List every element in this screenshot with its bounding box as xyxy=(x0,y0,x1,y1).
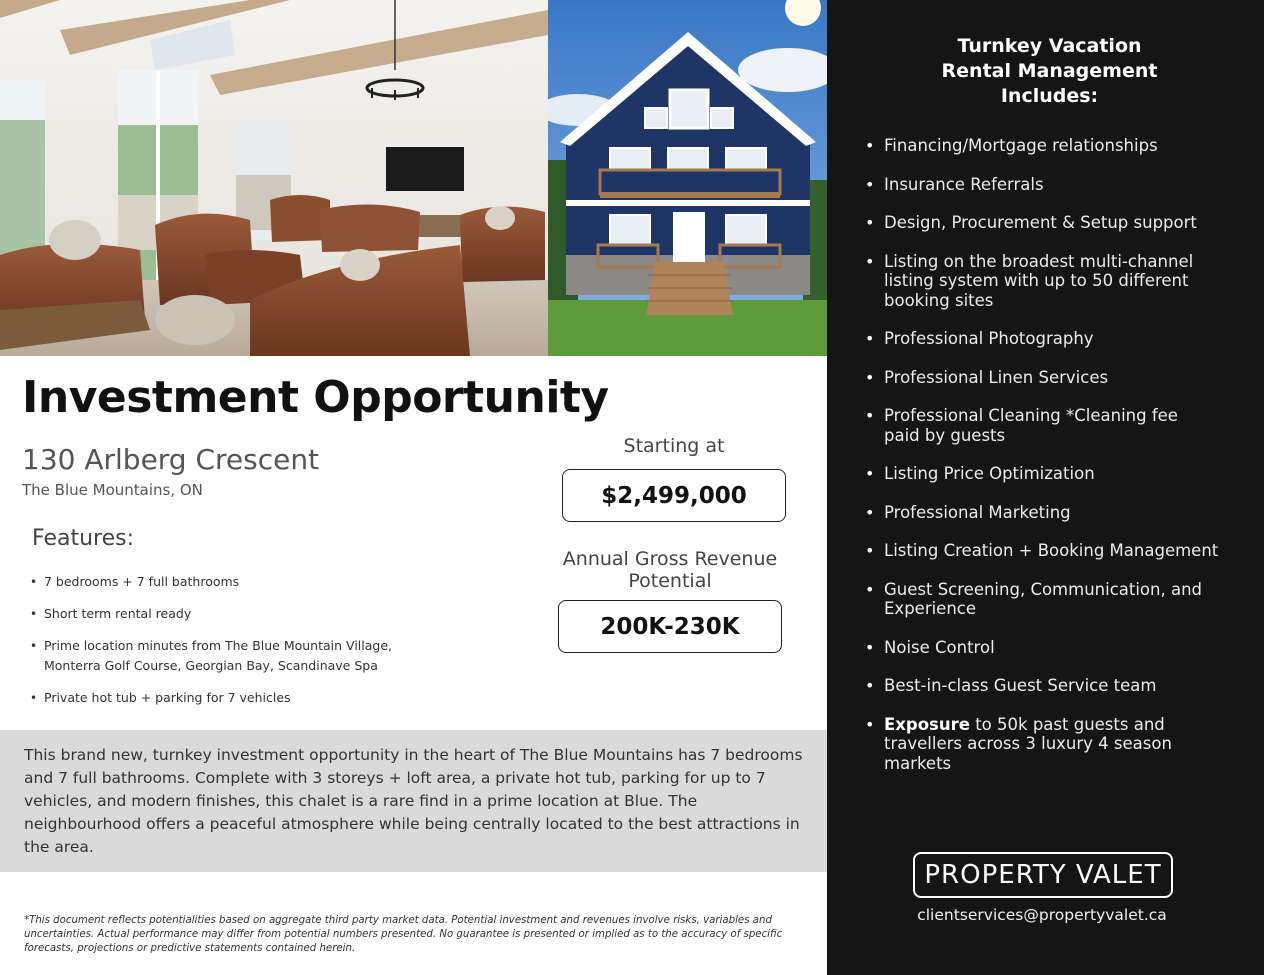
listing-description: This brand new, turnkey investment opportunity in the heart of The Blue Mountains has 7 bedrooms and 7 full bathrooms. Complete with 3 storeys + loft area, a private hot tub, parking for up to 7 vehicles, and modern finishes, this chalet is a rare find in a prime location at Blue. The neighbourhood offers a peaceful atmosphere while being centrally located to the best attractions in the area. xyxy=(0,730,827,872)
house-exterior-photo xyxy=(548,0,827,356)
revenue-box xyxy=(558,600,782,653)
management-panel xyxy=(827,0,1264,975)
feature-item: • Short term rental ready xyxy=(30,604,450,624)
service-item: • Listing Creation + Booking Management xyxy=(865,541,1245,561)
listing-city: The Blue Mountains, ON xyxy=(22,481,203,499)
service-item: • Noise Control xyxy=(865,638,1245,658)
service-item: • Professional Photography xyxy=(865,329,1245,349)
service-item-exposure xyxy=(865,715,1185,774)
features-heading: Features: xyxy=(32,526,135,551)
listing-title: Investment Opportunity xyxy=(22,372,609,423)
price-value: $2,499,000 xyxy=(601,482,747,509)
service-item: • Professional Marketing xyxy=(865,503,1245,523)
revenue-value: 200K-230K xyxy=(600,613,740,640)
service-item: • Financing/Mortgage relationships xyxy=(865,136,1245,156)
feature-item: • Private hot tub + parking for 7 vehicles xyxy=(30,688,450,708)
service-item: • Best-in-class Guest Service team xyxy=(865,676,1245,696)
management-title: Turnkey Vacation Rental Management Includes: xyxy=(941,35,1158,107)
service-item: • Guest Screening, Communication, and Experience xyxy=(865,580,1215,619)
listing-address: 130 Arlberg Crescent xyxy=(22,443,320,476)
property-valet-logo: PROPERTY VALET xyxy=(913,852,1173,898)
service-item: • Listing on the broadest multi-channel listing system with up to 50 different booking sites xyxy=(865,252,1210,311)
features-list xyxy=(30,572,450,720)
service-item: • Professional Cleaning *Cleaning fee paid by guests xyxy=(865,406,1200,445)
service-item: • Professional Linen Services xyxy=(865,368,1245,388)
exposure-bold: Exposure xyxy=(884,714,970,734)
revenue-label: Annual Gross Revenue Potential xyxy=(562,548,778,592)
price-box xyxy=(562,469,786,522)
contact-email[interactable]: clientservices@propertyvalet.ca xyxy=(917,906,1167,924)
price-label: Starting at xyxy=(623,435,725,457)
feature-item: • 7 bedrooms + 7 full bathrooms xyxy=(30,572,450,592)
service-item: • Design, Procurement & Setup support xyxy=(865,213,1245,233)
service-item: • Listing Price Optimization xyxy=(865,464,1245,484)
disclaimer: *This document reflects potentialities based on aggregate third party market data. Potential investment and revenues involve risks, variables and uncertainties. Actual performance may differ from potential numbers presented. No guarantee is presented or implied as to the accuracy of specific forecasts, projections or predictive statements contained herein. xyxy=(24,915,783,954)
interior-photo xyxy=(0,0,548,356)
services-list xyxy=(865,136,1245,792)
feature-item: • Prime location minutes from The Blue Mountain Village, Monterra Golf Course, Georgian Bay, Scandinave Spa xyxy=(30,636,420,676)
exposure-text: to 50k past guests and travellers across 3 luxury 4 season markets xyxy=(884,714,1172,773)
service-item: • Insurance Referrals xyxy=(865,175,1245,195)
